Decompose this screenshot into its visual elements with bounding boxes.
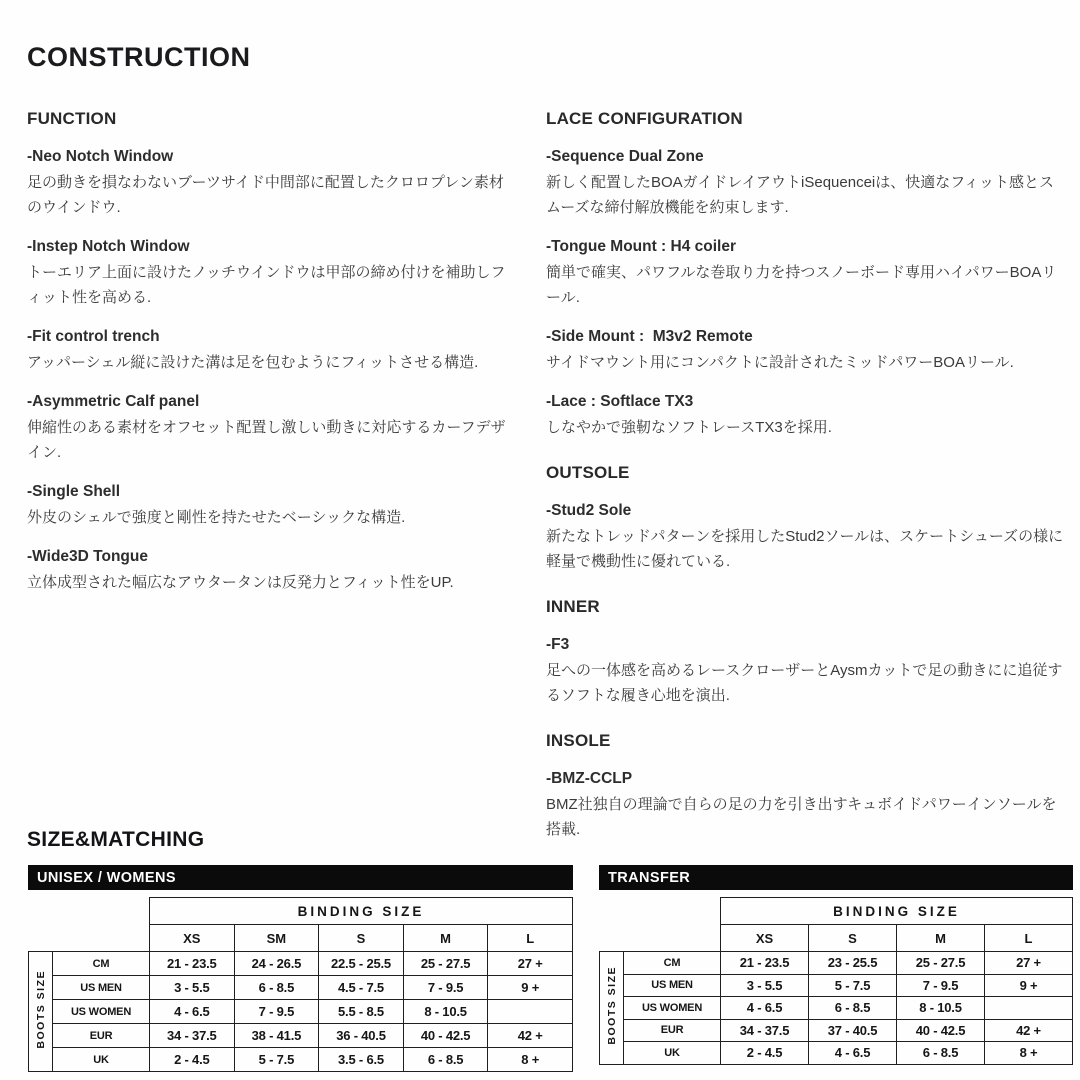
feature-title: -Side Mount : M3v2 Remote <box>546 328 753 345</box>
size-cell: 6 - 8.5 <box>897 1042 985 1065</box>
size-cell: 38 - 41.5 <box>234 1024 319 1048</box>
size-cell: 9 + <box>488 976 573 1000</box>
size-cell: 21 - 23.5 <box>150 952 235 976</box>
boots-binding-size-table <box>28 897 573 1072</box>
section <box>546 730 1068 842</box>
size-cell: 6 - 8.5 <box>234 976 319 1000</box>
row-label: UK <box>624 1042 721 1065</box>
column-header: S <box>319 925 404 952</box>
feature-title: -F3 <box>546 636 570 653</box>
feature-description: BMZ社独自の理論で自らの足の力を引き出すキュボイドパワーインソールを搭載. <box>546 796 1057 838</box>
binding-size-header-row <box>29 898 573 925</box>
section-heading: OUTSOLE <box>546 463 630 482</box>
feature-description: しなやかで強靭なソフトレースTX3を採用. <box>546 419 832 436</box>
size-cell: 7 - 9.5 <box>234 1000 319 1024</box>
feature-item <box>546 768 1068 842</box>
function-column <box>27 108 511 611</box>
size-cell: 7 - 9.5 <box>897 974 985 997</box>
column-header: XS <box>721 925 809 952</box>
size-cell: 8 + <box>985 1042 1073 1065</box>
size-cell: 23 - 25.5 <box>809 952 897 975</box>
feature-title: -Single Shell <box>27 483 121 500</box>
size-table-row <box>29 1000 573 1024</box>
size-table-row <box>600 952 1073 975</box>
size-table-row <box>600 974 1073 997</box>
feature-description: 簡単で確実、パワフルな巻取り力を持つスノーボード専用ハイパワーBOAリール. <box>546 264 1057 306</box>
size-table-row <box>600 1042 1073 1065</box>
size-cell: 4.5 - 7.5 <box>319 976 404 1000</box>
size-cell: 40 - 42.5 <box>403 1024 488 1048</box>
size-cell: 24 - 26.5 <box>234 952 319 976</box>
size-table-banner: TRANSFER <box>599 865 1073 890</box>
size-cell: 27 + <box>985 952 1073 975</box>
size-cell: 42 + <box>985 1019 1073 1042</box>
size-table-row <box>600 1019 1073 1042</box>
feature-title: -BMZ-CCLP <box>546 770 633 787</box>
column-header: M <box>403 925 488 952</box>
size-cell: 8 - 10.5 <box>897 997 985 1020</box>
size-matching-title: SIZE&MATCHING <box>27 828 205 851</box>
size-cell: 36 - 40.5 <box>319 1024 404 1048</box>
boots-size-label: BOOTS SIZE <box>605 965 618 1045</box>
feature-description: 新しく配置したBOAガイドレイアウトiSequenceiは、快適なフィット感とスムーズな締付解放機能を約束します. <box>546 174 1055 216</box>
size-cell: 8 - 10.5 <box>403 1000 488 1024</box>
binding-size-header-row <box>600 898 1073 925</box>
unisex-womens-size-table <box>28 865 573 1072</box>
size-letters-row <box>29 925 573 952</box>
feature-description: 立体成型された幅広なアウタータンは反発力とフィット性をUP. <box>27 574 454 591</box>
size-cell: 34 - 37.5 <box>150 1024 235 1048</box>
section-heading: LACE CONFIGURATION <box>546 109 743 128</box>
size-cell <box>985 997 1073 1020</box>
row-label: CM <box>53 952 150 976</box>
size-cell: 37 - 40.5 <box>809 1019 897 1042</box>
boots-size-side-label-cell <box>29 952 53 1072</box>
section-heading: INSOLE <box>546 731 611 750</box>
feature-item <box>546 500 1068 574</box>
size-cell: 8 + <box>488 1048 573 1072</box>
section-heading: FUNCTION <box>27 109 117 128</box>
boots-binding-size-table <box>599 897 1073 1065</box>
boots-size-label: BOOTS SIZE <box>34 969 47 1049</box>
row-label: UK <box>53 1048 150 1072</box>
size-cell: 5.5 - 8.5 <box>319 1000 404 1024</box>
feature-title: -Wide3D Tongue <box>27 548 148 565</box>
feature-title: -Sequence Dual Zone <box>546 148 704 165</box>
boots-size-side-label-cell <box>600 952 624 1065</box>
feature-description: 新たなトレッドパターンを採用したStud2ソールは、スケートシューズの様に軽量で機動性に優れている. <box>546 528 1064 570</box>
column-header: XS <box>150 925 235 952</box>
feature-title: -Stud2 Sole <box>546 502 632 519</box>
feature-title: -Neo Notch Window <box>27 148 174 165</box>
page-title: CONSTRUCTION <box>27 42 251 72</box>
size-table-row <box>29 976 573 1000</box>
row-label: US WOMEN <box>624 997 721 1020</box>
feature-item <box>546 634 1068 708</box>
feature-description: アッパーシェル縦に設けた溝は足を包むようにフィットさせる構造. <box>27 354 479 371</box>
size-cell: 2 - 4.5 <box>721 1042 809 1065</box>
section <box>546 596 1068 708</box>
feature-title: -Tongue Mount : H4 coiler <box>546 238 737 255</box>
column-header: L <box>985 925 1073 952</box>
size-table-banner: UNISEX / WOMENS <box>28 865 573 890</box>
size-cell: 25 - 27.5 <box>897 952 985 975</box>
column-header: M <box>897 925 985 952</box>
size-table-row <box>29 1048 573 1072</box>
size-cell: 3 - 5.5 <box>721 974 809 997</box>
feature-item <box>27 546 511 595</box>
section-heading: INNER <box>546 597 600 616</box>
size-cell <box>488 1000 573 1024</box>
feature-description: 伸縮性のある素材をオフセット配置し激しい動きに対応するカーフデザイン. <box>27 419 506 461</box>
blank-cell <box>29 898 150 925</box>
binding-size-header: BINDING SIZE <box>721 898 1073 925</box>
feature-item <box>546 146 1068 220</box>
row-label: CM <box>624 952 721 975</box>
size-table-row <box>29 1024 573 1048</box>
feature-description: トーエリア上面に設けたノッチウインドウは甲部の締め付けを補助しフィット性を高める. <box>27 264 506 306</box>
section <box>27 108 511 595</box>
size-cell: 3 - 5.5 <box>150 976 235 1000</box>
size-table-row <box>29 952 573 976</box>
row-label: EUR <box>53 1024 150 1048</box>
feature-description: 足の動きを損なわないブーツサイド中間部に配置したクロロプレン素材のウインドウ. <box>27 174 504 216</box>
feature-title: -Lace : Softlace TX3 <box>546 393 694 410</box>
feature-item <box>546 236 1068 310</box>
size-cell: 7 - 9.5 <box>403 976 488 1000</box>
size-cell: 2 - 4.5 <box>150 1048 235 1072</box>
feature-item <box>27 236 511 310</box>
size-cell: 42 + <box>488 1024 573 1048</box>
size-cell: 27 + <box>488 952 573 976</box>
blank-cell <box>29 925 150 952</box>
column-header: L <box>488 925 573 952</box>
feature-description: 外皮のシェルで強度と剛性を持たせたベーシックな構造. <box>27 509 406 526</box>
feature-description: 足への一体感を高めるレースクローザーとAysmカットで足の動きにに追従するソフトな履き心地を演出. <box>546 662 1063 704</box>
feature-title: -Instep Notch Window <box>27 238 190 255</box>
size-table-row <box>600 997 1073 1020</box>
size-cell: 4 - 6.5 <box>150 1000 235 1024</box>
section <box>546 108 1068 440</box>
size-cell: 4 - 6.5 <box>809 1042 897 1065</box>
row-label: US WOMEN <box>53 1000 150 1024</box>
feature-item <box>27 391 511 465</box>
size-cell: 6 - 8.5 <box>809 997 897 1020</box>
feature-item <box>546 326 1068 375</box>
size-cell: 5 - 7.5 <box>809 974 897 997</box>
feature-item <box>27 481 511 530</box>
size-cell: 9 + <box>985 974 1073 997</box>
column-header: SM <box>234 925 319 952</box>
size-letters-row <box>600 925 1073 952</box>
size-cell: 40 - 42.5 <box>897 1019 985 1042</box>
row-label: EUR <box>624 1019 721 1042</box>
binding-size-header: BINDING SIZE <box>150 898 573 925</box>
feature-title: -Fit control trench <box>27 328 160 345</box>
row-label: US MEN <box>624 974 721 997</box>
feature-item <box>546 391 1068 440</box>
feature-item <box>27 326 511 375</box>
blank-cell <box>600 898 721 925</box>
size-cell: 4 - 6.5 <box>721 997 809 1020</box>
transfer-size-table <box>599 865 1073 1065</box>
size-cell: 6 - 8.5 <box>403 1048 488 1072</box>
size-cell: 5 - 7.5 <box>234 1048 319 1072</box>
size-cell: 3.5 - 6.5 <box>319 1048 404 1072</box>
section <box>546 462 1068 574</box>
feature-title: -Asymmetric Calf panel <box>27 393 200 410</box>
row-label: US MEN <box>53 976 150 1000</box>
size-cell: 25 - 27.5 <box>403 952 488 976</box>
size-cell: 22.5 - 25.5 <box>319 952 404 976</box>
size-cell: 34 - 37.5 <box>721 1019 809 1042</box>
column-header: S <box>809 925 897 952</box>
lace-configuration-column <box>546 108 1068 858</box>
blank-cell <box>600 925 721 952</box>
feature-description: サイドマウント用にコンパクトに設計されたミッドパワーBOAリール. <box>546 354 1014 371</box>
size-cell: 21 - 23.5 <box>721 952 809 975</box>
feature-item <box>27 146 511 220</box>
